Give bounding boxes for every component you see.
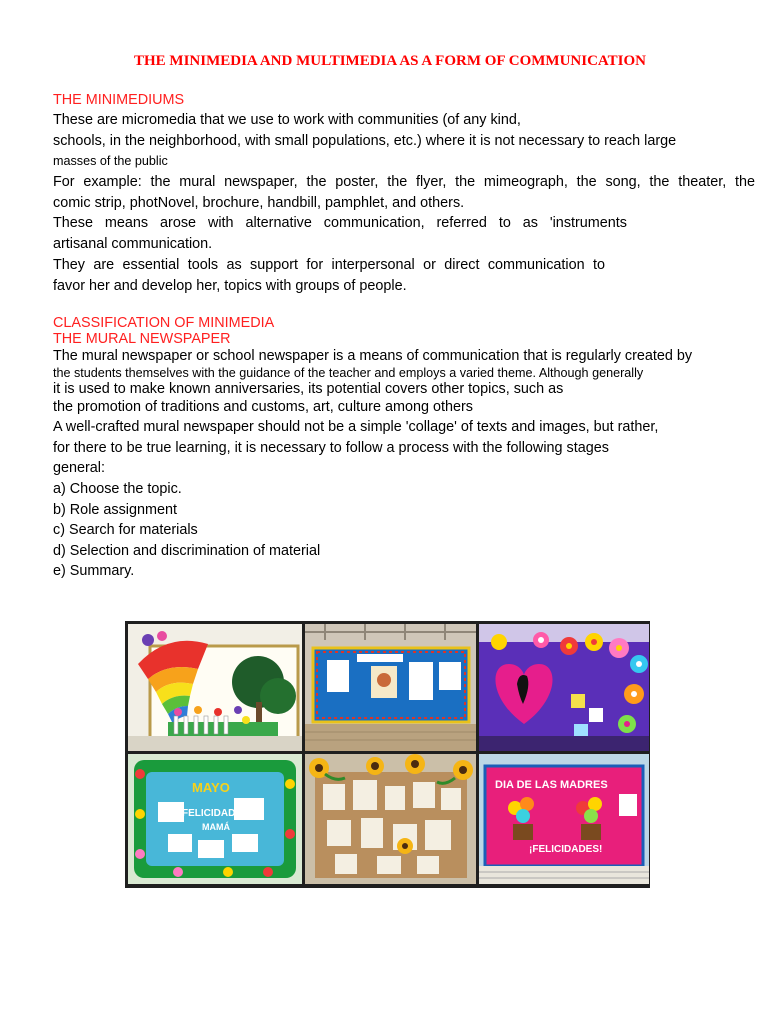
paragraph-line: The mural newspaper or school newspaper is a means of communication that is regularly created by	[53, 348, 693, 364]
tile6-felicidades-text: ¡FELICIDADES!	[529, 844, 603, 855]
stage-item: d) Selection and discrimination of material	[53, 543, 321, 559]
paragraph-line: favor her and develop her, topics with groups of people.	[53, 278, 407, 294]
tile6-dia-de-las-madres-text: DIA DE LAS MADRES	[495, 779, 608, 791]
document-title: THE MINIMEDIA AND MULTIMEDIA AS A FORM OF COMMUNICATION	[134, 53, 646, 69]
photo-purple-flower-board	[479, 624, 649, 751]
paragraph-line: They are essential tools as support for interpersonal or direct communication to	[53, 257, 605, 273]
subheading-mural-newspaper: THE MURAL NEWSPAPER	[53, 331, 231, 347]
photo-cork-board-sunflowers	[305, 754, 476, 884]
stage-item: a) Choose the topic.	[53, 481, 182, 497]
paragraph-line: the promotion of traditions and customs, art, culture among others	[53, 399, 473, 415]
tile4-mayo-text: MAYO	[192, 780, 230, 795]
section-heading-minimediums: THE MINIMEDIUMS	[53, 92, 185, 108]
paragraph-line: schools, in the neighborhood, with small populations, etc.) where it is not necessary to reach large	[53, 133, 677, 149]
paragraph-line: comic strip, photNovel, brochure, handbill, pamphlet, and others.	[53, 195, 465, 211]
paragraph-line: masses of the public	[53, 154, 168, 168]
photo-blue-bulletin-board	[305, 624, 476, 751]
stage-item: c) Search for materials	[53, 522, 198, 538]
paragraph-line: For example: the mural newspaper, the poster, the flyer, the mimeograph, the song, the theater, the	[53, 174, 755, 190]
photo-mayo-felicidades-board	[128, 754, 302, 884]
paragraph-line: it is used to make known anniversaries, its potential covers other topics, such as	[53, 381, 564, 397]
stage-item: e) Summary.	[53, 563, 135, 579]
photo-rainbow-mural	[128, 624, 302, 751]
stage-item: b) Role assignment	[53, 502, 177, 518]
tile4-mama-text: MAMÁ	[202, 822, 230, 832]
paragraph-line: artisanal communication.	[53, 236, 213, 252]
paragraph-line: general:	[53, 460, 106, 476]
tile4-felicidades-text: FELICIDADES	[182, 808, 249, 819]
paragraph-line: These are micromedia that we use to work with communities (of any kind,	[53, 112, 521, 128]
paragraph-line: for there to be true learning, it is necessary to follow a process with the following stages	[53, 440, 609, 456]
section-heading-classification: CLASSIFICATION OF MINIMEDIA	[53, 315, 275, 331]
photo-dia-de-las-madres-board	[479, 754, 649, 884]
mural-newspaper-photo-collage	[125, 621, 650, 888]
paragraph-line: A well-crafted mural newspaper should not be a simple 'collage' of texts and images, but rather,	[53, 419, 659, 435]
paragraph-line: These means arose with alternative communication, referred to as 'instruments	[53, 215, 627, 231]
paragraph-line: the students themselves with the guidance of the teacher and employs a varied theme. Although generally	[53, 366, 644, 380]
